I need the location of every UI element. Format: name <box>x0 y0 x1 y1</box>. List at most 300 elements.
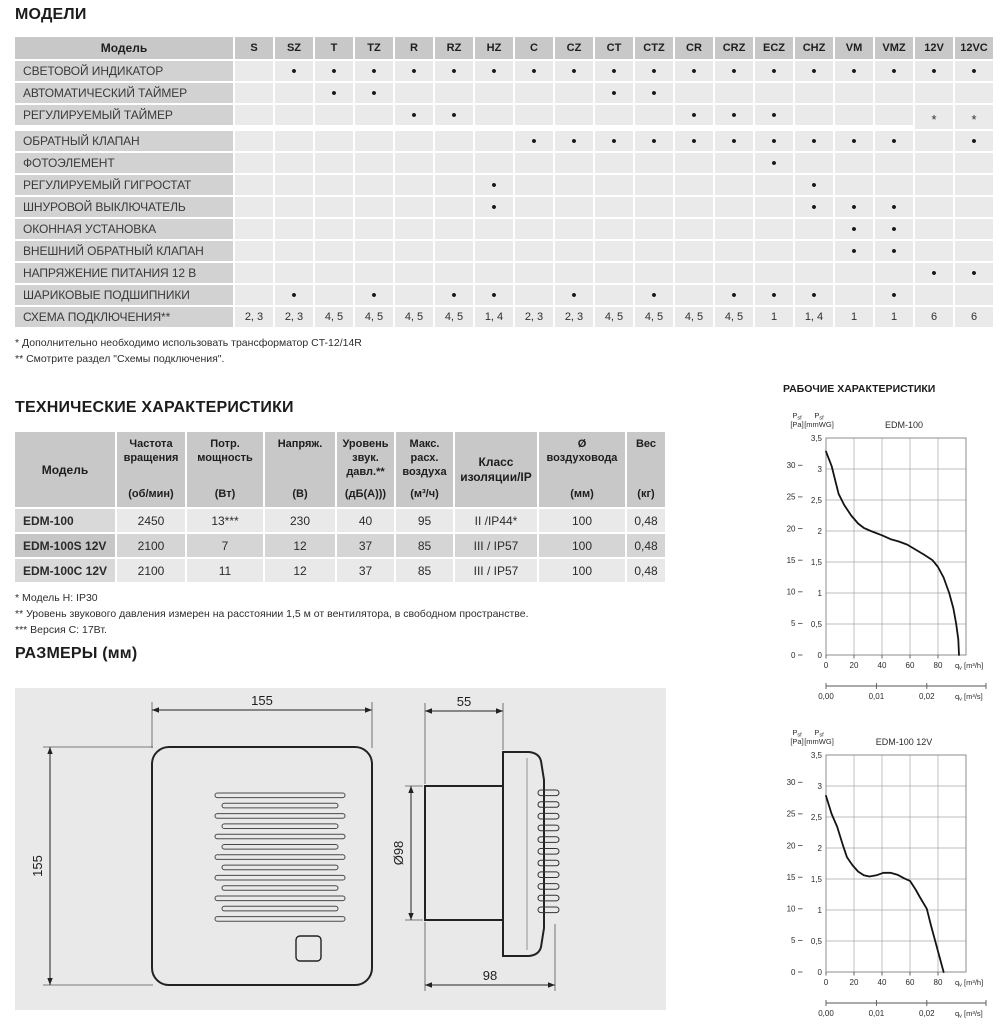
svg-text:40: 40 <box>877 661 887 670</box>
matrix-cell <box>395 263 433 283</box>
matrix-cell <box>835 263 873 283</box>
matrix-cell <box>955 285 993 305</box>
matrix-cell <box>795 83 833 103</box>
matrix-cell <box>275 153 313 173</box>
matrix-cell: • <box>755 285 793 305</box>
matrix-cell: 1 <box>875 307 913 327</box>
matrix-cell: • <box>755 131 793 151</box>
matrix-cell: • <box>275 285 313 305</box>
spec-value: 95 <box>396 509 453 532</box>
spec-value: 85 <box>396 534 453 557</box>
matrix-cell: • <box>435 105 473 125</box>
svg-text:40: 40 <box>877 978 887 987</box>
matrix-cell: • <box>555 61 593 81</box>
svg-text:60: 60 <box>905 978 915 987</box>
matrix-cell: • <box>835 131 873 151</box>
svg-text:qv [m³/s]: $q_v$ [m³/s] <box>955 692 983 703</box>
specs-col-unit: (Вт) <box>214 488 236 501</box>
models-col-header: 12VC <box>955 37 993 59</box>
matrix-cell <box>715 175 753 195</box>
matrix-cell: • <box>355 83 393 103</box>
svg-text:0,5: 0,5 <box>810 619 822 629</box>
svg-text:25: 25 <box>786 809 796 819</box>
specs-col-label: Напряж. <box>277 438 323 450</box>
matrix-cell: 4, 5 <box>595 307 633 327</box>
matrix-cell <box>875 83 913 103</box>
matrix-cell <box>595 105 633 125</box>
matrix-cell: • <box>395 105 433 125</box>
matrix-cell <box>675 153 713 173</box>
matrix-cell: • <box>475 197 513 217</box>
matrix-cell <box>275 131 313 151</box>
matrix-cell: 2, 3 <box>235 307 273 327</box>
svg-text:[Pa]: [Pa] <box>790 420 804 429</box>
matrix-cell <box>555 219 593 239</box>
models-col-header: CR <box>675 37 713 59</box>
specs-col-label: Частота вращения <box>123 438 179 464</box>
matrix-cell: • <box>755 153 793 173</box>
matrix-cell: 6 <box>915 307 953 327</box>
matrix-cell: • <box>835 219 873 239</box>
svg-text:0: 0 <box>823 978 829 987</box>
feature-row-label: ВНЕШНИЙ ОБРАТНЫЙ КЛАПАН <box>15 241 233 261</box>
matrix-cell <box>755 219 793 239</box>
matrix-cell: • <box>715 285 753 305</box>
models-section <box>15 6 995 368</box>
matrix-cell <box>355 175 393 195</box>
matrix-cell: • <box>395 61 433 81</box>
svg-text:30: 30 <box>786 461 796 471</box>
matrix-cell <box>675 219 713 239</box>
svg-text:20: 20 <box>849 661 859 670</box>
matrix-cell: • <box>795 197 833 217</box>
specs-col-label: Модель <box>41 462 89 477</box>
svg-text:[Pa]: [Pa] <box>790 737 804 746</box>
models-table <box>15 37 995 327</box>
matrix-cell <box>755 263 793 283</box>
matrix-cell <box>395 83 433 103</box>
spec-value: 0,48 <box>627 509 665 532</box>
matrix-cell: • <box>555 131 593 151</box>
models-col-header: R <box>395 37 433 59</box>
svg-text:qv [m³/s]: $q_v$ [m³/s] <box>955 1009 983 1020</box>
matrix-cell: • <box>875 285 913 305</box>
svg-text:Psf: $P_{sf}$ <box>814 728 824 739</box>
matrix-cell: • <box>835 241 873 261</box>
feature-row-label: СВЕТОВОЙ ИНДИКАТОР <box>15 61 233 81</box>
matrix-cell <box>435 197 473 217</box>
matrix-cell <box>555 105 593 125</box>
matrix-cell <box>235 175 273 195</box>
matrix-cell: • <box>955 61 993 81</box>
matrix-cell: 4, 5 <box>675 307 713 327</box>
matrix-cell <box>915 83 953 103</box>
matrix-cell <box>915 175 953 195</box>
specs-table <box>15 432 755 582</box>
specs-col-label: Ø воздуховода <box>546 438 618 464</box>
feature-row-label: ОКОННАЯ УСТАНОВКА <box>15 219 233 239</box>
matrix-cell <box>275 175 313 195</box>
svg-text:98: 98 <box>482 968 498 983</box>
matrix-cell <box>595 285 633 305</box>
matrix-cell <box>835 105 873 125</box>
svg-text:Psf: $P_{sf}$ <box>792 728 802 739</box>
matrix-cell <box>675 263 713 283</box>
matrix-cell <box>915 131 953 151</box>
matrix-cell <box>235 263 273 283</box>
feature-row-label: ФОТОЭЛЕМЕНТ <box>15 153 233 173</box>
matrix-cell <box>635 263 673 283</box>
matrix-cell: • <box>875 61 913 81</box>
svg-text:5: 5 <box>791 936 796 946</box>
matrix-cell <box>435 131 473 151</box>
matrix-cell <box>275 197 313 217</box>
spec-value: 37 <box>337 534 394 557</box>
matrix-cell <box>395 219 433 239</box>
models-col-header: 12V <box>915 37 953 59</box>
matrix-cell: 2, 3 <box>555 307 593 327</box>
specs-col-unit: (м³/ч) <box>410 488 439 501</box>
matrix-cell <box>395 153 433 173</box>
matrix-cell <box>235 61 273 81</box>
matrix-cell <box>515 241 553 261</box>
svg-text:[mmWG]: [mmWG] <box>804 737 834 746</box>
svg-text:80: 80 <box>933 978 943 987</box>
footnote-line: * Дополнительно необходимо использовать трансформатор CT-12/14R <box>15 337 362 349</box>
spec-value: 13*** <box>187 509 263 532</box>
svg-text:3,5: 3,5 <box>810 750 822 760</box>
models-col-header: ECZ <box>755 37 793 59</box>
matrix-cell <box>435 153 473 173</box>
matrix-cell: • <box>675 105 713 125</box>
matrix-cell: • <box>955 263 993 283</box>
svg-text:3: 3 <box>817 464 822 474</box>
matrix-cell <box>595 219 633 239</box>
matrix-cell <box>355 105 393 125</box>
specs-col-unit: (кг) <box>637 488 655 501</box>
spec-value: 100 <box>539 509 625 532</box>
matrix-cell <box>555 83 593 103</box>
matrix-cell <box>395 175 433 195</box>
matrix-cell: • <box>835 61 873 81</box>
feature-row-label: ОБРАТНЫЙ КЛАПАН <box>15 131 233 151</box>
spec-value: III / IP57 <box>455 534 537 557</box>
feature-row-label: НАПРЯЖЕНИЕ ПИТАНИЯ 12 В <box>15 263 233 283</box>
svg-text:3: 3 <box>817 781 822 791</box>
matrix-cell: * <box>955 105 993 129</box>
matrix-cell: 2, 3 <box>275 307 313 327</box>
spec-model-name: EDM-100S 12V <box>15 534 115 557</box>
matrix-cell: • <box>515 61 553 81</box>
matrix-cell <box>955 83 993 103</box>
matrix-cell: 4, 5 <box>435 307 473 327</box>
matrix-cell <box>955 219 993 239</box>
svg-text:EDM-100 12V: EDM-100 12V <box>875 737 933 747</box>
matrix-cell <box>955 175 993 195</box>
models-col-header: RZ <box>435 37 473 59</box>
matrix-cell <box>315 219 353 239</box>
matrix-cell: 1, 4 <box>795 307 833 327</box>
matrix-cell <box>435 219 473 239</box>
matrix-cell <box>915 285 953 305</box>
matrix-cell <box>955 241 993 261</box>
spec-value: 2100 <box>117 534 185 557</box>
matrix-cell <box>915 241 953 261</box>
matrix-cell: 1 <box>835 307 873 327</box>
matrix-cell <box>515 153 553 173</box>
matrix-cell <box>435 241 473 261</box>
matrix-cell: 1 <box>755 307 793 327</box>
matrix-cell <box>475 153 513 173</box>
svg-text:0: 0 <box>791 650 796 660</box>
matrix-cell: • <box>555 285 593 305</box>
models-col-header: T <box>315 37 353 59</box>
matrix-cell: 4, 5 <box>395 307 433 327</box>
matrix-cell: • <box>955 131 993 151</box>
matrix-cell: • <box>915 263 953 283</box>
matrix-cell <box>475 241 513 261</box>
matrix-cell <box>835 83 873 103</box>
dimensions-title: РАЗМЕРЫ (мм) <box>15 645 138 662</box>
svg-text:15: 15 <box>786 872 796 882</box>
spec-value: 40 <box>337 509 394 532</box>
svg-text:25: 25 <box>786 492 796 502</box>
matrix-cell <box>555 241 593 261</box>
models-col-header: C <box>515 37 553 59</box>
feature-row-label: РЕГУЛИРУЕМЫЙ ТАЙМЕР <box>15 105 233 125</box>
matrix-cell <box>355 197 393 217</box>
matrix-cell <box>515 219 553 239</box>
matrix-cell <box>955 153 993 173</box>
matrix-cell <box>515 105 553 125</box>
matrix-cell: • <box>315 61 353 81</box>
matrix-cell: 4, 5 <box>715 307 753 327</box>
matrix-cell <box>835 153 873 173</box>
svg-text:qv [m³/h]: $q_v$ [m³/h] <box>955 661 984 672</box>
models-col-header: SZ <box>275 37 313 59</box>
matrix-cell: • <box>755 105 793 125</box>
matrix-cell <box>715 197 753 217</box>
svg-text:1: 1 <box>817 588 822 598</box>
matrix-cell <box>875 153 913 173</box>
matrix-cell: • <box>875 241 913 261</box>
matrix-cell: • <box>715 131 753 151</box>
svg-text:20: 20 <box>786 524 796 534</box>
svg-text:0,00: 0,00 <box>818 1009 834 1018</box>
svg-text:155: 155 <box>30 855 45 877</box>
matrix-cell: • <box>875 197 913 217</box>
matrix-cell <box>715 219 753 239</box>
svg-text:20: 20 <box>849 978 859 987</box>
svg-text:20: 20 <box>786 841 796 851</box>
matrix-cell <box>915 219 953 239</box>
matrix-cell: • <box>355 285 393 305</box>
feature-row-label: ШАРИКОВЫЕ ПОДШИПНИКИ <box>15 285 233 305</box>
feature-row-label: РЕГУЛИРУЕМЫЙ ГИГРОСТАТ <box>15 175 233 195</box>
matrix-cell <box>475 263 513 283</box>
matrix-cell <box>595 153 633 173</box>
spec-value: 2450 <box>117 509 185 532</box>
matrix-cell: • <box>355 61 393 81</box>
spec-value: 7 <box>187 534 263 557</box>
matrix-cell: • <box>635 131 673 151</box>
matrix-cell <box>515 285 553 305</box>
specs-col-header <box>15 432 115 507</box>
spec-value: 230 <box>265 509 335 532</box>
svg-text:80: 80 <box>933 661 943 670</box>
matrix-cell: • <box>475 175 513 195</box>
specs-col-unit: (дБ(А))) <box>344 488 387 501</box>
spec-value: 2100 <box>117 559 185 582</box>
matrix-cell: 4, 5 <box>635 307 673 327</box>
footnote-line: * Модель H: IP30 <box>15 592 98 604</box>
svg-text:Psf: $P_{sf}$ <box>814 411 824 422</box>
matrix-cell <box>675 285 713 305</box>
models-col-header: HZ <box>475 37 513 59</box>
matrix-cell: 4, 5 <box>355 307 393 327</box>
models-col-header: CRZ <box>715 37 753 59</box>
svg-text:10: 10 <box>786 587 796 597</box>
matrix-cell <box>235 285 273 305</box>
matrix-cell <box>395 285 433 305</box>
specs-col-unit: (мм) <box>570 488 594 501</box>
matrix-cell <box>795 153 833 173</box>
matrix-cell <box>675 241 713 261</box>
specs-col-header <box>539 432 625 507</box>
matrix-cell <box>755 241 793 261</box>
matrix-cell <box>835 175 873 195</box>
matrix-cell: * <box>915 105 953 129</box>
models-col-header: TZ <box>355 37 393 59</box>
matrix-cell: 1, 4 <box>475 307 513 327</box>
models-col-header: CT <box>595 37 633 59</box>
spec-value: 0,48 <box>627 534 665 557</box>
matrix-cell: • <box>275 61 313 81</box>
footnote-line: ** Уровень звукового давления измерен на расстоянии 1,5 м от вентилятора, в свободном пространстве. <box>15 607 529 620</box>
specs-col-header <box>187 432 263 507</box>
matrix-cell <box>315 131 353 151</box>
matrix-cell <box>595 263 633 283</box>
matrix-cell: • <box>755 61 793 81</box>
matrix-cell <box>675 197 713 217</box>
matrix-cell <box>755 197 793 217</box>
svg-text:0: 0 <box>817 650 822 660</box>
matrix-cell <box>635 153 673 173</box>
svg-text:0: 0 <box>817 967 822 977</box>
matrix-cell: • <box>915 61 953 81</box>
matrix-cell <box>315 241 353 261</box>
footnote-line: *** Версия C: 17Вт. <box>15 623 107 636</box>
matrix-cell <box>795 105 833 125</box>
matrix-cell <box>275 219 313 239</box>
matrix-cell <box>635 105 673 125</box>
matrix-cell <box>515 197 553 217</box>
matrix-cell <box>875 175 913 195</box>
svg-text:2,5: 2,5 <box>810 812 822 822</box>
matrix-cell <box>235 83 273 103</box>
specs-col-label: Класс изоляции/IP <box>460 455 532 484</box>
spec-value: 11 <box>187 559 263 582</box>
matrix-cell <box>355 263 393 283</box>
svg-text:0: 0 <box>791 967 796 977</box>
specs-section <box>15 399 755 638</box>
performance-title: РАБОЧИЕ ХАРАКТЕРИСТИКИ <box>783 383 936 395</box>
matrix-cell: • <box>315 83 353 103</box>
matrix-cell <box>395 131 433 151</box>
matrix-cell <box>595 175 633 195</box>
specs-footnotes <box>15 591 755 638</box>
matrix-cell: • <box>795 175 833 195</box>
matrix-cell <box>515 263 553 283</box>
svg-text:[mmWG]: [mmWG] <box>804 420 834 429</box>
svg-text:30: 30 <box>786 778 796 788</box>
matrix-cell <box>715 241 753 261</box>
matrix-cell <box>795 263 833 283</box>
svg-text:60: 60 <box>905 661 915 670</box>
matrix-cell <box>475 105 513 125</box>
specs-title: ТЕХНИЧЕСКИЕ ХАРАКТЕРИСТИКИ <box>15 399 294 416</box>
matrix-cell <box>915 197 953 217</box>
matrix-cell <box>315 153 353 173</box>
models-col-header-model: Модель <box>15 37 233 59</box>
matrix-cell: • <box>795 131 833 151</box>
matrix-cell: • <box>675 131 713 151</box>
matrix-cell <box>555 197 593 217</box>
svg-text:3,5: 3,5 <box>810 433 822 443</box>
matrix-cell <box>515 175 553 195</box>
matrix-cell <box>275 105 313 125</box>
matrix-cell <box>315 263 353 283</box>
matrix-cell <box>235 197 273 217</box>
spec-value: 37 <box>337 559 394 582</box>
matrix-cell <box>875 105 913 125</box>
dimensions-drawing <box>15 688 666 1010</box>
feature-row-label: АВТОМАТИЧЕСКИЙ ТАЙМЕР <box>15 83 233 103</box>
feature-row-label: СХЕМА ПОДКЛЮЧЕНИЯ** <box>15 307 233 327</box>
matrix-cell: • <box>635 61 673 81</box>
specs-col-header <box>265 432 335 507</box>
matrix-cell: • <box>715 105 753 125</box>
models-col-header: S <box>235 37 273 59</box>
svg-text:0,02: 0,02 <box>919 692 935 701</box>
matrix-cell: • <box>595 61 633 81</box>
models-col-header: CZ <box>555 37 593 59</box>
matrix-cell <box>875 263 913 283</box>
specs-col-header <box>455 432 537 507</box>
matrix-cell: 2, 3 <box>515 307 553 327</box>
matrix-cell <box>715 153 753 173</box>
matrix-cell: • <box>435 61 473 81</box>
matrix-cell: • <box>875 131 913 151</box>
matrix-cell <box>795 219 833 239</box>
performance-chart-edm100 <box>783 408 1000 715</box>
dimensions-section <box>15 645 666 1010</box>
svg-text:EDM-100: EDM-100 <box>884 420 924 430</box>
matrix-cell: • <box>715 61 753 81</box>
svg-text:0,00: 0,00 <box>818 692 834 701</box>
matrix-cell <box>795 241 833 261</box>
footnote-line: ** Смотрите раздел "Схемы подключения". <box>15 352 225 365</box>
matrix-cell: • <box>875 219 913 239</box>
matrix-cell <box>635 241 673 261</box>
spec-value: II /IP44* <box>455 509 537 532</box>
specs-col-header <box>117 432 185 507</box>
feature-row-label: ШНУРОВОЙ ВЫКЛЮЧАТЕЛЬ <box>15 197 233 217</box>
spec-model-name: EDM-100 <box>15 509 115 532</box>
svg-text:qv [m³/h]: $q_v$ [m³/h] <box>955 978 984 989</box>
specs-col-label: Уровень звук. давл.** <box>342 438 389 478</box>
svg-text:1: 1 <box>817 905 822 915</box>
